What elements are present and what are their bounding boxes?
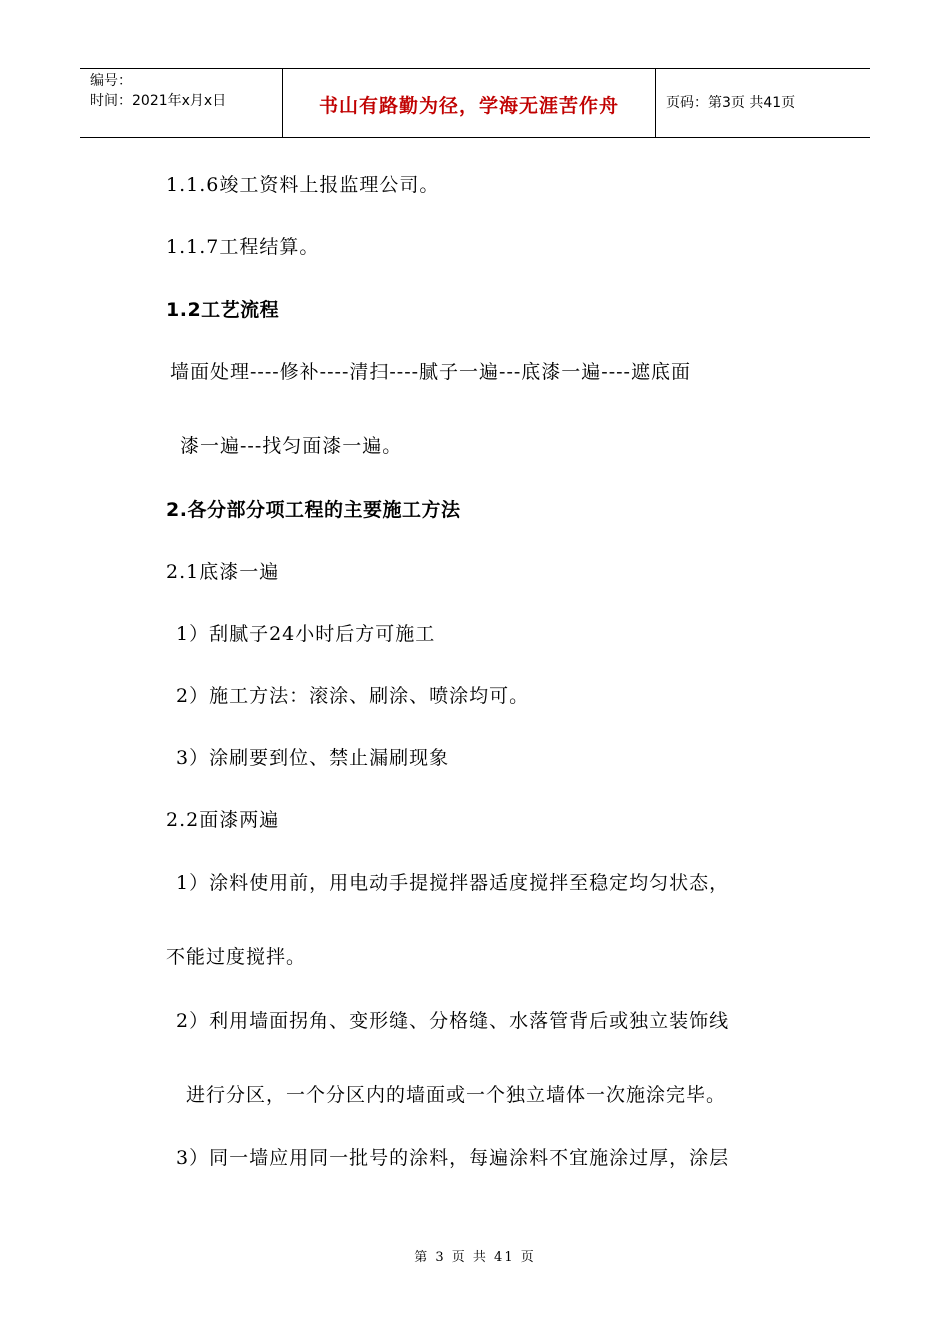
list-item: 1）涂料使用前，用电动手提搅拌器适度搅拌至稳定均匀状态， bbox=[176, 872, 730, 894]
list-item: 2）利用墙面拐角、变形缝、分格缝、水落管背后或独立装饰线 bbox=[176, 1010, 730, 1032]
body-line: 进行分区，一个分区内的墙面或一个独立墙体一次施涂完毕。 bbox=[186, 1084, 727, 1106]
header-page-info: 页码：第3页 共41页 bbox=[666, 95, 796, 111]
document-number-label: 编号： bbox=[90, 73, 132, 89]
header-motto: 书山有路勤为径，学海无涯苦作舟 bbox=[318, 95, 619, 117]
list-item: 2）施工方法：滚涂、刷涂、喷涂均可。 bbox=[176, 685, 530, 707]
subsection-heading: 2.2面漆两遍 bbox=[166, 809, 280, 831]
section-heading: 1.2工艺流程 bbox=[166, 299, 280, 321]
body-line: 墙面处理----修补----清扫----腻子一遍---底漆一遍----遮底面 bbox=[170, 361, 691, 383]
list-item: 3）同一墙应用同一批号的涂料，每遍涂料不宜施涂过厚，涂层 bbox=[176, 1147, 730, 1169]
subsection-heading: 2.1底漆一遍 bbox=[166, 561, 280, 583]
body-line: 1.1.6竣工资料上报监理公司。 bbox=[166, 174, 440, 196]
list-item: 3）涂刷要到位、禁止漏刷现象 bbox=[176, 747, 450, 769]
header-page-cell bbox=[656, 69, 870, 137]
header-motto-cell bbox=[282, 69, 656, 137]
body-line: 1.1.7工程结算。 bbox=[166, 236, 320, 258]
body-line: 漆一遍---找匀面漆一遍。 bbox=[180, 435, 403, 457]
page-footer: 第 3 页 共 41 页 bbox=[414, 1250, 536, 1265]
list-item: 1）刮腻子24小时后方可施工 bbox=[176, 623, 436, 645]
document-date-label: 时间：2021年x月x日 bbox=[90, 93, 227, 109]
header-info-cell bbox=[80, 69, 282, 137]
section-heading: 2.各分部分项工程的主要施工方法 bbox=[166, 499, 461, 521]
body-line: 不能过度搅拌。 bbox=[166, 946, 307, 968]
document-header bbox=[80, 68, 870, 138]
